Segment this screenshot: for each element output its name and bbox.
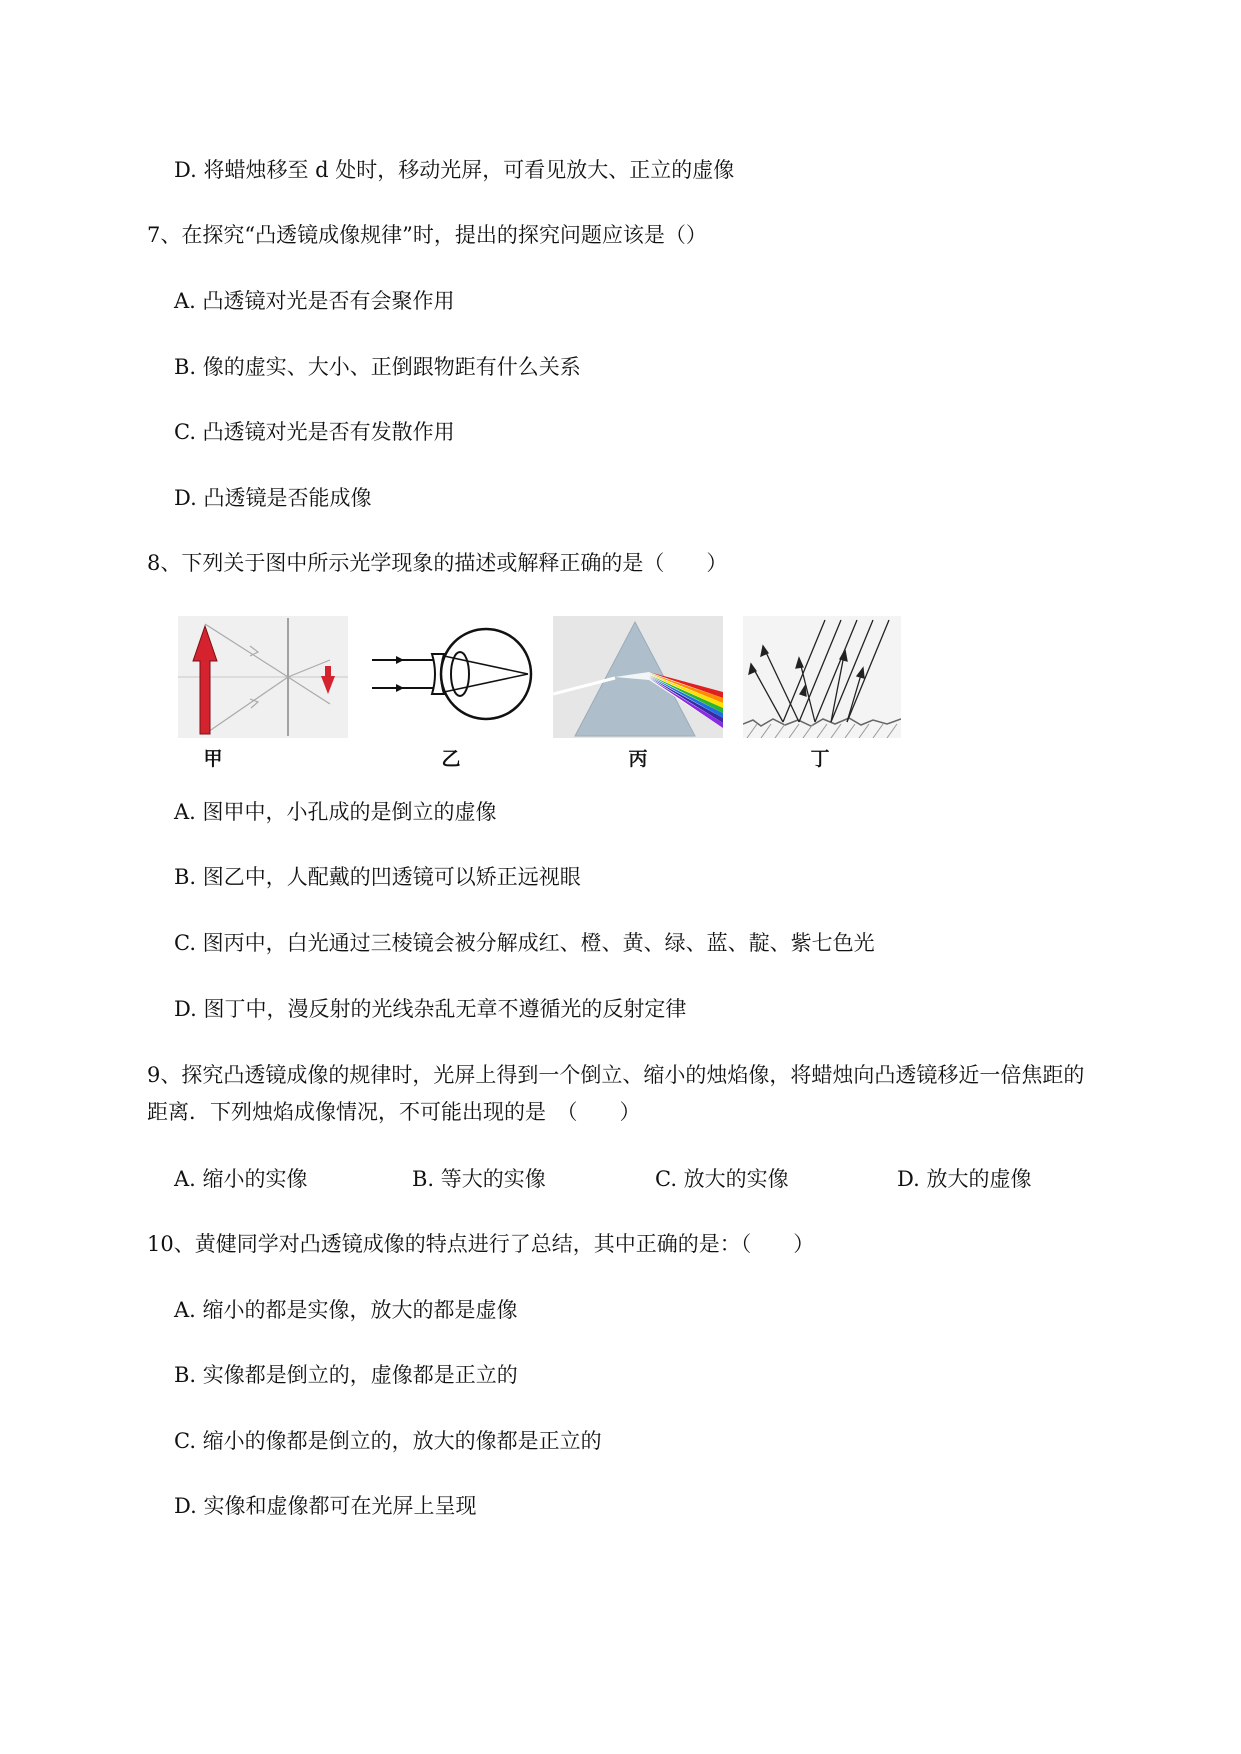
q7-option-a: A. 凸透镜对光是否有会聚作用 (174, 289, 455, 313)
q7-option-d: D. 凸透镜是否能成像 (174, 486, 372, 510)
q9-stem-line2: 距离．下列烛焰成像情况，不可能出现的是 （ ） (147, 1100, 641, 1124)
q9-option-d: D. 放大的虚像 (897, 1167, 1032, 1191)
q8-option-a: A. 图甲中，小孔成的是倒立的虚像 (174, 800, 497, 824)
q9-option-c: C. 放大的实像 (655, 1167, 789, 1191)
prism-diagram (553, 616, 723, 738)
q10-option-a: A. 缩小的都是实像，放大的都是虚像 (174, 1298, 518, 1322)
caption-yi: 乙 (441, 748, 461, 770)
q8-option-b: B. 图乙中，人配戴的凹透镜可以矫正远视眼 (174, 865, 581, 889)
q6-option-d: D. 将蜡烛移至 d 处时，移动光屏，可看见放大、正立的虚像 (174, 158, 735, 182)
q9-stem-line1: 9、探究凸透镜成像的规律时，光屏上得到一个倒立、缩小的烛焰像，将蜡烛向凸透镜移近一倍焦距的 (147, 1063, 1085, 1087)
q8-option-c: C. 图丙中，白光通过三棱镜会被分解成红、橙、黄、绿、蓝、靛、紫七色光 (174, 931, 875, 955)
q10-option-b: B. 实像都是倒立的，虚像都是正立的 (174, 1363, 518, 1387)
q10-option-d: D. 实像和虚像都可在光屏上呈现 (174, 1494, 477, 1518)
q10-stem: 10、黄健同学对凸透镜成像的特点进行了总结，其中正确的是：（ ） (147, 1232, 815, 1256)
q8-stem: 8、下列关于图中所示光学现象的描述或解释正确的是（ ） (147, 551, 728, 575)
pinhole-diagram (178, 616, 348, 738)
q7-option-b: B. 像的虚实、大小、正倒跟物距有什么关系 (174, 355, 581, 379)
q8-option-d: D. 图丁中，漫反射的光线杂乱无章不遵循光的反射定律 (174, 997, 687, 1021)
q9-option-b: B. 等大的实像 (412, 1167, 546, 1191)
caption-jia: 甲 (203, 748, 223, 770)
q8-figure (178, 616, 918, 772)
caption-bing: 丙 (628, 748, 648, 770)
q9-option-a: A. 缩小的实像 (174, 1167, 308, 1191)
diffuse-reflection-diagram (743, 616, 901, 738)
eye-lens-diagram (368, 616, 536, 738)
caption-ding: 丁 (810, 748, 830, 770)
q10-option-c: C. 缩小的像都是倒立的，放大的像都是正立的 (174, 1429, 602, 1453)
q7-stem: 7、在探究“凸透镜成像规律”时，提出的探究问题应该是（） (147, 223, 707, 247)
q7-option-c: C. 凸透镜对光是否有发散作用 (174, 420, 455, 444)
